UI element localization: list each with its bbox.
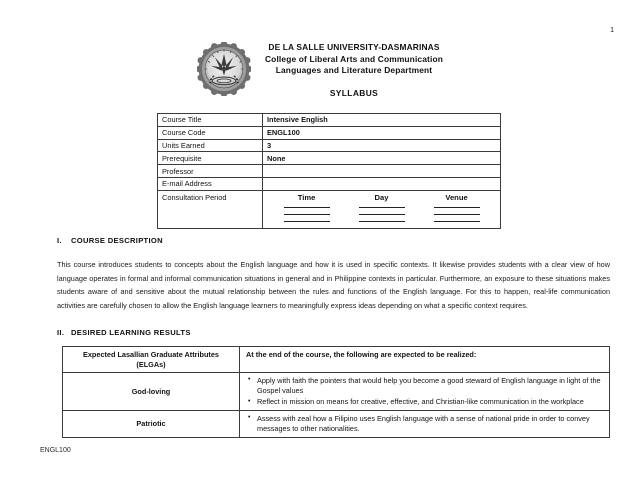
outcome-list — [246, 414, 603, 434]
section-title: DESIRED LEARNING RESULTS — [71, 328, 191, 337]
table-row — [158, 152, 501, 165]
university-name: DE LA SALLE UNIVERSITY-DASMARINAS — [268, 42, 440, 52]
course-description-body: This course introduces students to concepts about the English language and how it is used in specific contexts. It likewise provides students with a clear view of how language operates in formal and informal communication situations in general and in Philippine contexts in particular. Furthermore, an exposure to these situations makes students aware of and sensitive about the mutual relationship between the rules and functions of the English language. For this to happen, real-life communication activities are carefully chosen to allow the English language learners to meaningfully express ideas depending on what a specific context requires. — [57, 260, 610, 310]
row-value: None — [263, 152, 501, 165]
row-value — [263, 165, 501, 178]
elga-attribute-name: Patriotic — [63, 411, 240, 438]
column-header: Venue — [445, 192, 468, 202]
list-item: • Apply with faith the pointers that would help you become a good steward of English language in light of the Gospel values — [257, 376, 603, 396]
consultation-column-time — [269, 193, 343, 223]
row-value: ENGL100 — [263, 126, 501, 139]
table-row — [63, 373, 610, 411]
row-label: Course Code — [158, 126, 263, 139]
column-header: Time — [297, 192, 316, 202]
blank-write-line — [359, 214, 405, 215]
department-name: Languages and Literature Department — [275, 65, 433, 75]
section-numeral: II. — [57, 328, 65, 337]
footer-course-code: ENGL100 — [40, 447, 71, 454]
blank-write-line — [359, 221, 405, 222]
row-label: Course Title — [158, 114, 263, 127]
table-row — [63, 411, 610, 438]
table-row — [158, 165, 501, 178]
table-row — [158, 177, 501, 190]
section-title: COURSE DESCRIPTION — [71, 236, 163, 245]
row-label: Professor — [158, 165, 263, 178]
row-value — [263, 177, 501, 190]
outcome-list — [246, 376, 603, 408]
row-label: Prerequisite — [158, 152, 263, 165]
elga-outcomes-cell — [240, 411, 610, 438]
elga-outcomes-cell — [240, 373, 610, 411]
course-info-table — [157, 113, 501, 229]
consultation-period-grid — [263, 190, 501, 228]
column-header-description: At the end of the course, the following are expected to be realized: — [240, 347, 610, 373]
row-label: Consultation Period — [158, 190, 263, 228]
blank-write-line — [434, 214, 480, 215]
consultation-column-venue — [419, 193, 493, 223]
university-seal-icon — [197, 42, 251, 96]
section-heading-course-description — [57, 236, 163, 245]
section-heading-desired-learning-results — [57, 328, 191, 337]
document-type-title: SYLLABUS — [329, 87, 379, 98]
blank-write-line — [434, 221, 480, 222]
college-name: College of Liberal Arts and Communication — [264, 53, 443, 64]
blank-write-line — [284, 207, 330, 208]
consultation-column-day — [344, 193, 418, 223]
blank-write-line — [284, 221, 330, 222]
table-header-row — [63, 347, 610, 373]
document-header — [0, 40, 640, 98]
row-label: Units Earned — [158, 139, 263, 152]
table-row — [158, 139, 501, 152]
blank-write-line — [434, 207, 480, 208]
table-row — [158, 126, 501, 139]
table-row — [158, 114, 501, 127]
section-numeral: I. — [57, 236, 62, 245]
list-item: • Reflect in mission on means for creative, effective, and Christian-like communication in the workplace — [257, 397, 603, 407]
desired-learning-results-table — [62, 346, 610, 438]
column-header-elga: Expected Lasallian Graduate Attributes (ELGAs) — [63, 347, 240, 373]
page-number: 1 — [610, 27, 614, 34]
row-label: E-mail Address — [158, 177, 263, 190]
list-item: • Assess with zeal how a Filipino uses English language with a sense of national pride in order to convey messages to other nationalities. — [257, 414, 603, 434]
column-header: Day — [374, 192, 389, 202]
blank-write-line — [359, 207, 405, 208]
blank-write-line — [284, 214, 330, 215]
row-value: 3 — [263, 139, 501, 152]
row-value: Intensive English — [263, 114, 501, 127]
elga-attribute-name: God-loving — [63, 373, 240, 411]
consultation-period-row — [158, 190, 501, 228]
